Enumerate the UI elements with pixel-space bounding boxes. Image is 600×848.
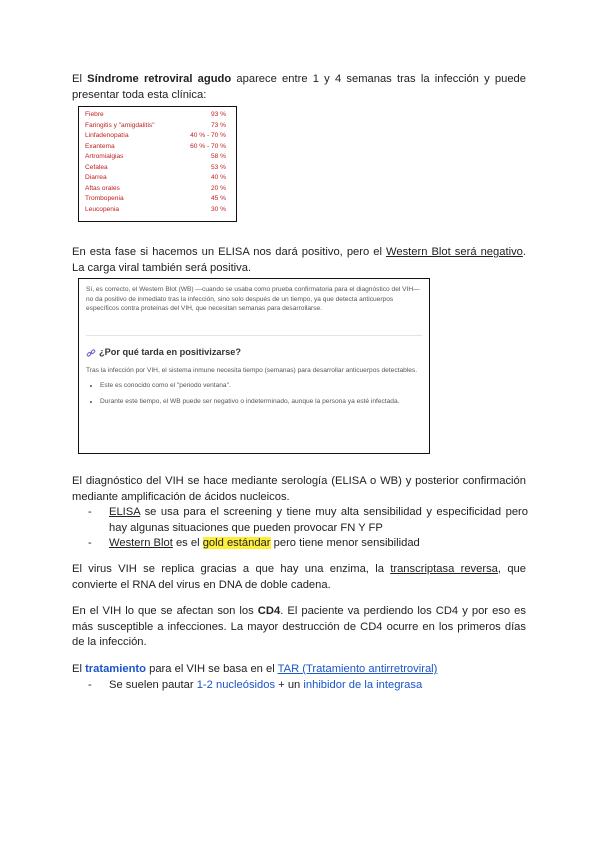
western-blot-term: Western Blot [109,537,173,549]
chat-screenshot [78,278,430,454]
list-item [88,678,528,694]
highlighted-text: gold estándar [202,537,271,549]
symptom-row [85,152,230,163]
treatment-term: tratamiento [85,663,146,675]
text-span: El [72,73,88,85]
cd4-paragraph [72,604,526,651]
symptom-name: Aftas orales [85,184,120,192]
text-span: aparece entre 1 y 4 semanas tras la infección y puede presentar toda esta clínica: [72,73,526,101]
elisa-term: ELISA [109,506,141,518]
symptom-value: 58 % [210,153,226,160]
text-span: El virus VIH se replica gracias a que hay una enzima, la [72,563,391,575]
dash-marker: - [88,679,92,691]
chat-bullet: • Este es conocido como el "periodo ventana". [100,381,422,391]
text-span: El [72,663,86,675]
text-span: es el [172,537,203,549]
chat-bullet: • Durante este tiempo, el WB puede ser negativo o indeterminado, aunque la persona ya esté infectada. [100,397,422,407]
symptom-row [85,131,230,142]
text-span: + un [275,679,304,691]
symptom-name: Leucopenia [85,205,120,213]
symptom-value: 60 % - 70 % [190,142,226,150]
chat-bullet-list [86,381,422,406]
treatment-paragraph [72,662,526,678]
symptom-name: Exantema [85,142,115,150]
chat-intro: Sí, es correcto, el Western Blot (WB) —cuando se usaba como prueba confirmatoria para el diagnóstico del VIH— no da positivo de inmediato tras la infección, sino solo después de un tiempo, ya que detecta anticuerpos específicos contra proteínas del VIH, que necesitan semanas para desarrollarse. [86,286,420,313]
link-icon [86,348,96,358]
symptom-name: Cefalea [85,163,108,171]
chat-heading-text: ¿Por qué tarda en positivizarse? [99,346,241,357]
text-span: Se suelen pautar [109,679,197,691]
symptom-value: 30 % [210,205,226,213]
symptom-value: 45 % [210,195,226,202]
symptom-row [85,205,230,216]
symptom-row [85,110,230,121]
symptom-row [85,142,230,153]
symptom-row [85,194,230,205]
intro-paragraph [72,72,526,103]
cd4-term: CD4 [257,605,281,617]
symptom-row [85,184,230,195]
virus-paragraph [72,562,526,593]
text-span: para el VIH se basa en el [145,663,278,675]
symptom-value: 53 % [210,163,226,171]
chat-body: Tras la infección por VIH, el sistema inmune necesita tiempo (semanas) para desarrollar anticuerpos detectables. [86,366,418,374]
text-span: En el VIH lo que se afectan son los [72,605,258,617]
western-blot-negative: Western Blot será negativo [385,246,523,258]
chat-heading [86,348,422,358]
syndrome-term: Síndrome retroviral agudo [87,73,232,85]
symptom-row [85,163,230,174]
symptom-name: Diarrea [85,174,107,181]
elisa-paragraph [72,245,526,276]
text-span: En esta fase si hacemos un ELISA nos dará positivo, pero el [72,246,386,258]
symptom-value: 40 % [210,174,226,181]
dash-marker: - [88,537,92,549]
list-item [88,536,528,552]
text-span: . El paciente va perdiendo los CD4 y por eso es más susceptible a infecciones. La mayor destrucción de CD4 ocurre en los primeros días de la infección. [72,605,526,648]
symptom-value: 93 % [210,111,226,118]
reverse-transcriptase-term: transcriptasa reversa [390,563,498,575]
text-span: pero tiene menor sensibilidad [270,537,420,549]
symptom-name: Artromialgias [85,153,124,160]
symptom-value: 40 % - 70 % [190,132,226,139]
symptom-row [85,121,230,132]
text-span: se usa para el screening y tiene muy alta sensibilidad y especificidad pero hay algunas situaciones que pueden provocar FN Y FP [109,506,528,534]
symptom-name: Trombopenia [85,195,124,202]
symptom-name: Faringitis y "amigdalitis" [85,121,155,129]
symptom-row [85,173,230,184]
text-span: , que convierte el RNA del virus en DNA de doble cadena. [72,563,527,591]
symptom-value: 20 % [210,184,226,192]
symptom-name: Fiebre [85,111,104,118]
dash-marker: - [88,506,92,518]
tar-link[interactable]: TAR (Tratamiento antirretroviral) [277,663,438,675]
symptom-value: 73 % [210,121,226,129]
diagnosis-list [88,505,528,552]
list-item [88,505,528,536]
diagnosis-paragraph: El diagnóstico del VIH se hace mediante serología (ELISA o WB) y posterior confirmación mediante amplificación de ácidos nucleicos. [72,475,526,503]
symptom-name: Linfadenopatía [85,132,129,139]
chat-divider [86,335,422,336]
symptoms-table [78,106,237,222]
integrase-inhibitor-term: inhibidor de la integrasa [303,679,423,691]
treatment-list [88,678,528,694]
text-span: . La carga viral también será positiva. [72,246,526,274]
nucleosides-term: 1-2 nucleósidos [196,679,276,691]
